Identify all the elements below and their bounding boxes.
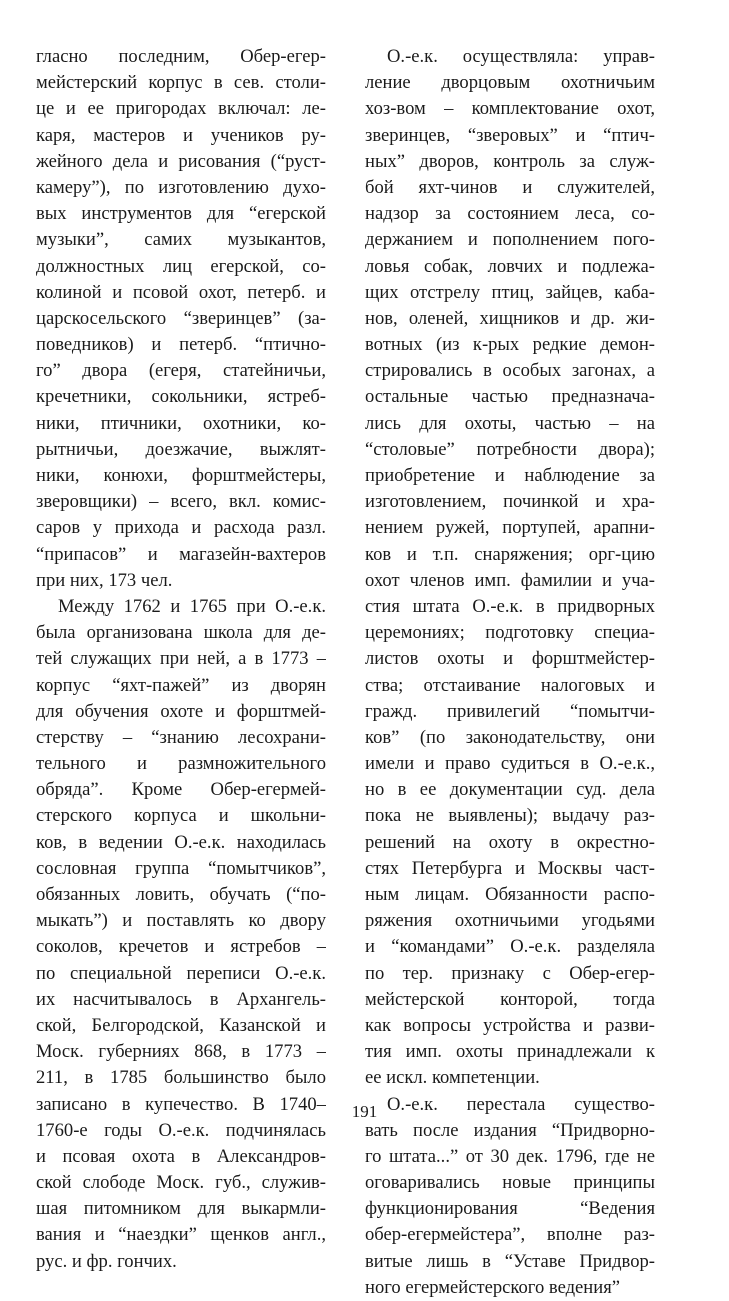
text-line: “столовые” потребности двора); [365, 437, 655, 463]
text-line: но в ее документации суд. дела [365, 777, 655, 803]
text-line: остальные частью предназнача- [365, 384, 655, 410]
text-line: тей служащих при ней, а в 1773 – [36, 646, 326, 672]
text-line: и “командами” О.-е.к. разделяла [365, 934, 655, 960]
text-line: ков и т.п. снаряжения; орг-цию [365, 542, 655, 568]
text-line: поведников) и петерб. “птично- [36, 332, 326, 358]
text-line: ление дворцовым охотничьим [365, 70, 655, 96]
text-line: имели и право судиться в О.-е.к., [365, 751, 655, 777]
text-line: вотных (из к-рых редкие демон- [365, 332, 655, 358]
text-line: 1760-е годы О.-е.к. подчинялась [36, 1118, 326, 1144]
text-line: пока не выявлены); выдачу раз- [365, 803, 655, 829]
text-line: ных” дворов, контроль за служ- [365, 149, 655, 175]
text-line: витые лишь в “Уставе Придвор- [365, 1249, 655, 1275]
text-line: по специальной переписи О.-е.к. [36, 961, 326, 987]
text-line: камеру”), по изготовлению духо- [36, 175, 326, 201]
text-line: шая питомником для выкармли- [36, 1196, 326, 1222]
text-line: надзор за состоянием леса, со- [365, 201, 655, 227]
text-line: музыки”, самих музыкантов, [36, 227, 326, 253]
text-line: при них, 173 чел. [36, 568, 326, 594]
text-line: функционирования “Ведения [365, 1196, 655, 1222]
text-line: ской, Белгородской, Казанской и [36, 1013, 326, 1039]
text-line: це и ее пригородах включал: ле- [36, 96, 326, 122]
text-line: стерству – “знанию лесохрани- [36, 725, 326, 751]
text-line: обер-егермейстера”, вполне раз- [365, 1222, 655, 1248]
left-column-paragraph [36, 594, 326, 1275]
text-line: их насчитывалось в Архангель- [36, 987, 326, 1013]
text-line: саров у прихода и расхода разл. [36, 515, 326, 541]
text-line: сословная группа “помытчиков”, [36, 856, 326, 882]
text-line: лись для охоты, частью – на [365, 411, 655, 437]
left-column [36, 44, 326, 1275]
text-line: стрировались в особых загонах, а [365, 358, 655, 384]
text-line: ряжения охотничьими угодьями [365, 908, 655, 934]
page-number: 191 [0, 1102, 729, 1122]
text-line: царскосельского “зверинцев” (за- [36, 306, 326, 332]
text-line: О.-е.к. осуществляла: управ- [365, 44, 655, 70]
text-line: ков” (по законодательству, они [365, 725, 655, 751]
text-line: ного егермейстерского ведения” [365, 1275, 655, 1301]
text-line: ства; отстаивание налоговых и [365, 673, 655, 699]
text-line: мыкать”) и поставлять ко двору [36, 908, 326, 934]
text-line: охот членов имп. фамилии и уча- [365, 568, 655, 594]
text-line: должностных лиц егерской, со- [36, 254, 326, 280]
text-line: ее искл. компетенции. [365, 1065, 655, 1091]
text-line: вых инструментов для “егерской [36, 201, 326, 227]
text-line: мейстерский корпус в сев. столи- [36, 70, 326, 96]
text-line: жейного дела и рисования (“руст- [36, 149, 326, 175]
text-line: приобретение и наблюдение за [365, 463, 655, 489]
text-line: соколов, кречетов и ястребов – [36, 934, 326, 960]
text-line: хоз-вом – комплектование охот, [365, 96, 655, 122]
text-line: ской слободе Моск. губ., служив- [36, 1170, 326, 1196]
text-line: церемониях; подготовку специа- [365, 620, 655, 646]
right-column-paragraph [365, 1092, 655, 1301]
text-line: вать после издания “Придворно- [365, 1118, 655, 1144]
right-column-paragraph [365, 44, 655, 1092]
text-line: мейстерской конторой, тогда [365, 987, 655, 1013]
text-line: изготовлением, починкой и хра- [365, 489, 655, 515]
text-line: зверовщики) – всего, вкл. комис- [36, 489, 326, 515]
text-line: каря, мастеров и учеников ру- [36, 123, 326, 149]
text-line: вания и “наездки” щенков англ., [36, 1222, 326, 1248]
text-line: ловья собак, ловчих и подлежа- [365, 254, 655, 280]
text-line: нением ружей, портупей, арапни- [365, 515, 655, 541]
text-line: обязанных ловить, обучать (“по- [36, 882, 326, 908]
text-line: и псовая охота в Александров- [36, 1144, 326, 1170]
text-line: обряда”. Кроме Обер-егермей- [36, 777, 326, 803]
text-line: зверинцев, “зверовых” и “птич- [365, 123, 655, 149]
text-line: го” двора (егеря, статейничьи, [36, 358, 326, 384]
text-line: Моск. губерниях 868, в 1773 – [36, 1039, 326, 1065]
text-line: тельного и размножительного [36, 751, 326, 777]
text-line: О.-е.к. перестала существо- [365, 1092, 655, 1118]
text-line: стях Петербурга и Москвы част- [365, 856, 655, 882]
text-line: бой яхт-чинов и служителей, [365, 175, 655, 201]
text-line: стия штата О.-е.к. в придворных [365, 594, 655, 620]
text-line: гражд. привилегий “помытчи- [365, 699, 655, 725]
text-line: по тер. признаку с Обер-егер- [365, 961, 655, 987]
text-line: щих отстрелу птиц, зайцев, каба- [365, 280, 655, 306]
text-line: кречетники, сокольники, ястреб- [36, 384, 326, 410]
text-line: держанием и пополнением пого- [365, 227, 655, 253]
text-line: “припасов” и магазейн-вахтеров [36, 542, 326, 568]
text-line: для обучения охоте и форштмей- [36, 699, 326, 725]
text-line: ники, птичники, охотники, ко- [36, 411, 326, 437]
text-line: была организована школа для де- [36, 620, 326, 646]
text-line: корпус “яхт-пажей” из дворян [36, 673, 326, 699]
text-line: рытничьи, доезжачие, выжлят- [36, 437, 326, 463]
text-line: записано в купечество. В 1740– [36, 1092, 326, 1118]
text-line: гласно последним, Обер-егер- [36, 44, 326, 70]
text-line: ники, конюхи, форштмейстеры, [36, 463, 326, 489]
text-line: оговаривались новые принципы [365, 1170, 655, 1196]
text-line: 211, в 1785 большинство было [36, 1065, 326, 1091]
text-line: Между 1762 и 1765 при О.-е.к. [36, 594, 326, 620]
text-line: листов охоты и форштмейстер- [365, 646, 655, 672]
text-line: тия имп. охоты принадлежали к [365, 1039, 655, 1065]
text-line: решений на охоту в окрестно- [365, 830, 655, 856]
left-column-paragraph [36, 44, 326, 594]
text-line: как вопросы устройства и разви- [365, 1013, 655, 1039]
text-line: стерского корпуса и школьни- [36, 803, 326, 829]
text-line: ным лицам. Обязанности распо- [365, 882, 655, 908]
text-line: нов, оленей, хищников и др. жи- [365, 306, 655, 332]
text-line: колиной и псовой охот, петерб. и [36, 280, 326, 306]
text-line: рус. и фр. гончих. [36, 1249, 326, 1275]
text-line: го штата...” от 30 дек. 1796, где не [365, 1144, 655, 1170]
text-line: ков, в ведении О.-е.к. находилась [36, 830, 326, 856]
